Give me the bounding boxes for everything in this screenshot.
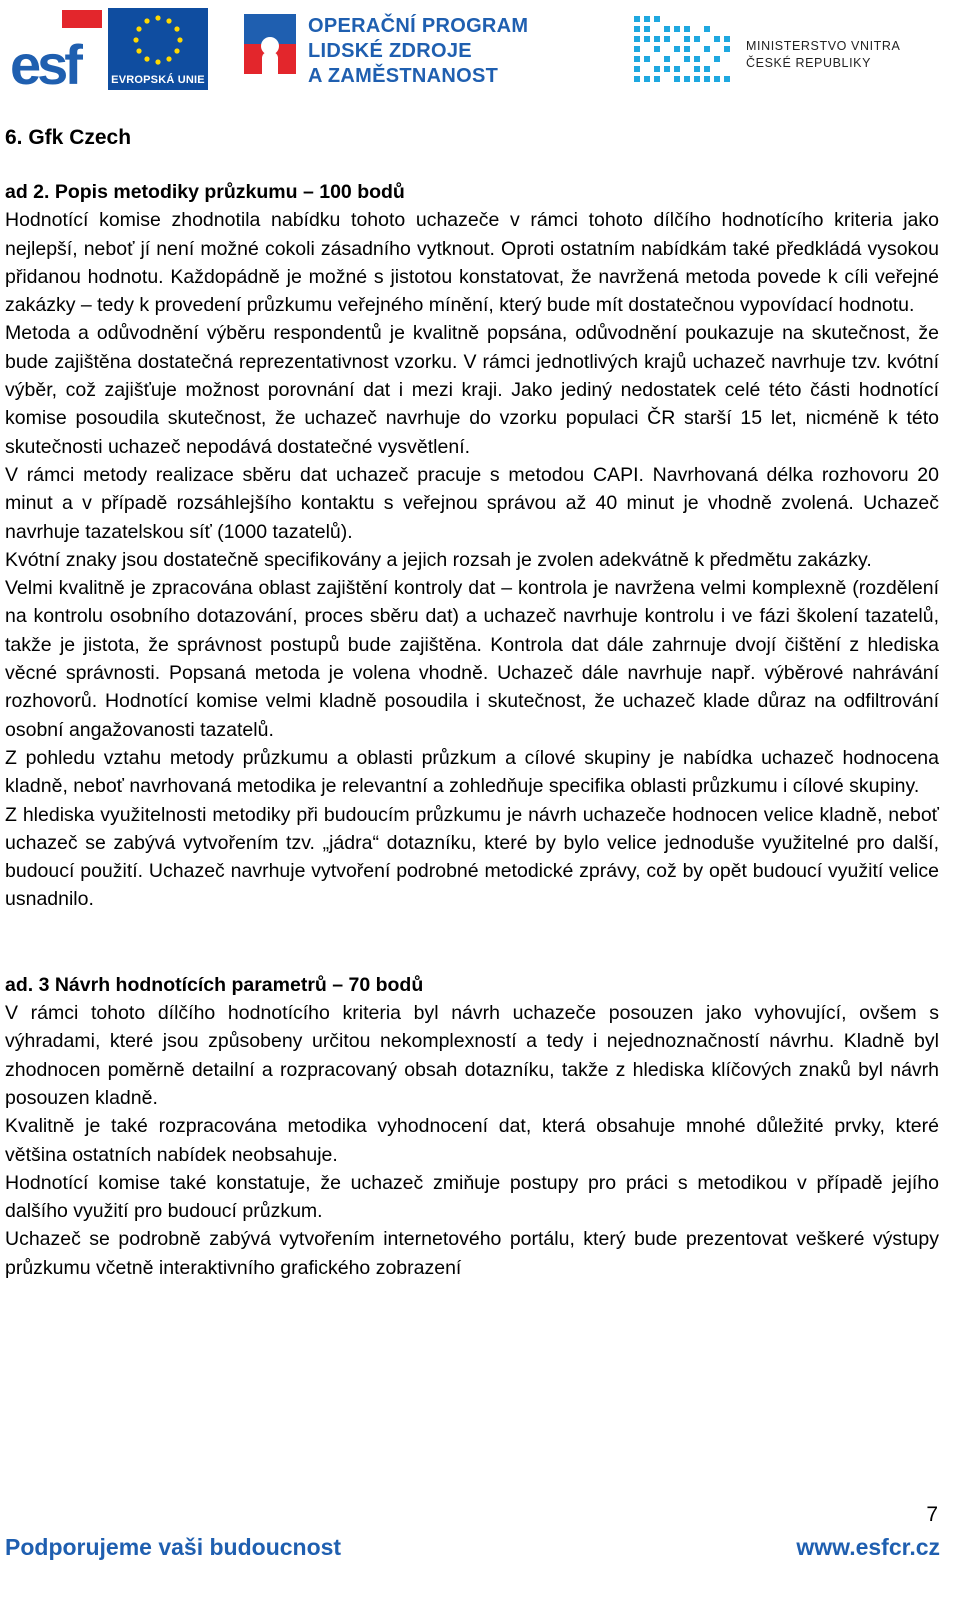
op-lzz-logo xyxy=(240,8,530,90)
op-figure-icon xyxy=(240,8,304,90)
paragraph: Kvalitně je také rozpracována metodika vyhodnocení dat, která obsahuje mnohé důležité prvky, které většina ostatních nabídek neobsahuje. xyxy=(5,1115,939,1166)
paragraph: Metoda a odůvodnění výběru respondentů je kvalitně popsána, odůvodnění poukazuje na skutečnost, že bude zajištěna dostatečná reprezentativnost vzorku. V rámci jednotlivých krajů uchazeč navrhuje tzv. kvótní výběr, což zajišťuje možnost porovnání dat i mezi kraji. Jako jediný nedostatek celé této části hodnotící komise posoudila skutečnost, že uchazeč navrhuje do vzorku populaci ČR starší 15 let, nicméně k této skutečnosti uchazeč nepodává dostatečné vysvětlení. xyxy=(5,322,939,458)
svg-text:esf: esf xyxy=(10,33,79,90)
mv-line-2: ČESKÉ REPUBLIKY xyxy=(746,56,872,70)
paragraph: Z hlediska využitelnosti metodiky při budoucím průzkumu je návrh uchazeče hodnocen velice kladně, neboť uchazeč se zabývá vytvořením tzv. „jádra“ dotazníku, které by bylo velice jednoduše využitelné pro další, budoucí použití. Uchazeč navrhuje vytvoření podrobné metodické zprávy, což by opět budoucí využití velice usnadnilo. xyxy=(5,803,939,911)
section-heading-methodology: ad 2. Popis metodiky průzkumu – 100 bodů xyxy=(5,181,405,203)
footer-slogan: Podporujeme vaši budoucnost xyxy=(5,1534,342,1560)
eu-caption: EVROPSKÁ UNIE xyxy=(111,74,205,86)
mv-cr-logo xyxy=(632,12,922,92)
eu-stars-icon xyxy=(108,8,208,72)
paragraph: V rámci metody realizace sběru dat uchazeč pracuje s metodou CAPI. Navrhovaná délka rozhovoru 20 minut a v případě rozsáhlejšího kontaktu s veřejnou správou až 40 minut je vhodně zvolená. Uchazeč navrhuje tazatelskou síť (1000 tazatelů). xyxy=(5,463,939,543)
section-heading-parameters: ad. 3 Návrh hodnotících parametrů – 70 bodů xyxy=(5,973,424,996)
page-header xyxy=(0,0,960,100)
mv-dots-icon xyxy=(632,12,742,90)
op-line-1: OPERAČNÍ PROGRAM xyxy=(308,15,529,37)
paragraph: V rámci tohoto dílčího hodnotícího kriteria byl návrh uchazeče posouzen jako vyhovující, ovšem s výhradami, které jsou způsobeny určitou nekomplexností a tedy i nejednoznačností návrhu. Kladně byl zhodnocen poměrně detailní a rozpracovaný obsah dotazníku, takže z hlediska klíčových znaků byl návrh posouzen kladně. xyxy=(5,1002,939,1109)
op-line-2: LIDSKÉ ZDROJE xyxy=(308,40,472,62)
op-line-3: A ZAMĚSTNANOST xyxy=(308,65,499,87)
mv-line-1: MINISTERSTVO VNITRA xyxy=(746,39,901,53)
esf-logo xyxy=(8,8,108,90)
mv-title xyxy=(746,38,900,72)
paragraph: Uchazeč se podrobně zabývá vytvořením internetového portálu, který bude prezentovat veškeré výstupy průzkumu včetně interaktivního grafického zobrazení xyxy=(5,1228,939,1279)
document-body xyxy=(5,124,939,1282)
company-heading: 6. Gfk Czech xyxy=(5,126,132,149)
footer-url-link[interactable]: www.esfcr.cz xyxy=(796,1534,940,1560)
op-title xyxy=(308,14,528,89)
page-number: 7 xyxy=(926,1503,938,1526)
section-spacer xyxy=(5,914,939,971)
esf-logo-graphic xyxy=(8,8,108,90)
paragraph: Kvótní znaky jsou dostatečně specifikovány a jejich rozsah je zvolen adekvátně k předmětu zakázky. xyxy=(5,548,872,571)
paragraph: Hodnotící komise zhodnotila nabídku tohoto uchazeče v rámci tohoto dílčího hodnotícího kriteria jako nejlepší, neboť jí není možné cokoli zásadního vytknout. Oproti ostatním nabídkám také předkládá vysokou přidanou hodnotu. Každopádně je možné s jistotou konstatovat, že navržená metoda povede k cíli veřejné zakázky – tedy k provedení průzkumu veřejného mínění, který bude mít dostatečnou vypovídací hodnotu. xyxy=(5,209,939,317)
paragraph: Velmi kvalitně je zpracována oblast zajištění kontroly dat – kontrola je navržena velmi komplexně (rozdělení na kontrolu osobního dotazování, proces sběru dat) a uchazeč navrhuje kontrolu i ve fázi školení tazatelů, takže je jistota, že správnost postupů bude zajištěna. Kontrola dat dále zahrnuje dvojí čištění z hlediska věcné správnosti. Popsaná metoda je volena vhodně. Uchazeč dále navrhuje např. výběrové nahrávání rozhovorů. Hodnotící komise velmi kladně posoudila i skutečnost, že uchazeč klade důraz na odfiltrování osobní angažovanosti tazatelů. xyxy=(5,577,939,741)
eu-flag-logo xyxy=(108,8,208,90)
paragraph: Hodnotící komise také konstatuje, že uchazeč zmiňuje postupy pro práci s metodikou v případě jejího dalšího využití pro budoucí průzkum. xyxy=(5,1171,939,1223)
paragraph: Z pohledu vztahu metody průzkumu a oblasti průzkum a cílové skupiny je nabídka uchazeč hodnocena kladně, neboť navrhovaná metodika je relevantní a zohledňuje specifika oblasti průzkumu i cílové skupiny. xyxy=(5,746,939,798)
